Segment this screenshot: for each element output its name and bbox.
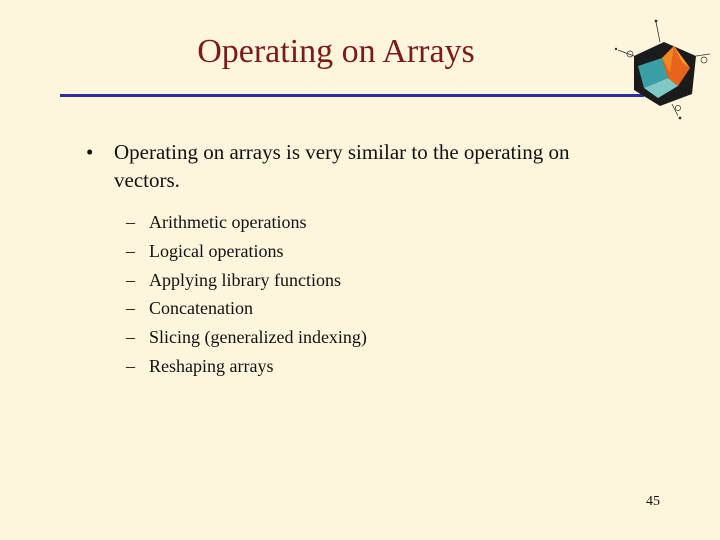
dash-marker: – (126, 240, 135, 261)
list-item (126, 294, 546, 323)
dash-marker: – (126, 298, 135, 319)
title-underline (60, 94, 644, 97)
list-item (126, 323, 546, 352)
list-item-text: Arithmetic operations (149, 212, 307, 232)
bullet-text: Operating on arrays is very similar to the operating on vectors. (114, 140, 570, 192)
dash-marker: – (126, 355, 135, 376)
list-item (126, 208, 546, 237)
list-item-text: Applying library functions (149, 269, 341, 290)
list-item (126, 352, 546, 381)
list-item-text: Concatenation (149, 298, 253, 319)
sub-bullet-list (126, 208, 546, 381)
dash-marker: – (126, 269, 135, 290)
page-number: 45 (646, 494, 660, 509)
slide-title: Operating on Arrays (197, 33, 475, 70)
matlab-membrane-logo-icon (612, 16, 712, 122)
bullet-marker: • (86, 140, 94, 164)
list-item-text: Reshaping arrays (149, 355, 274, 376)
list-item (126, 266, 546, 295)
list-item-text: Logical operations (149, 240, 284, 261)
list-item-text: Slicing (generalized indexing) (149, 327, 367, 348)
dash-marker: – (126, 327, 135, 348)
dash-marker: – (126, 212, 135, 232)
list-item (126, 237, 546, 266)
